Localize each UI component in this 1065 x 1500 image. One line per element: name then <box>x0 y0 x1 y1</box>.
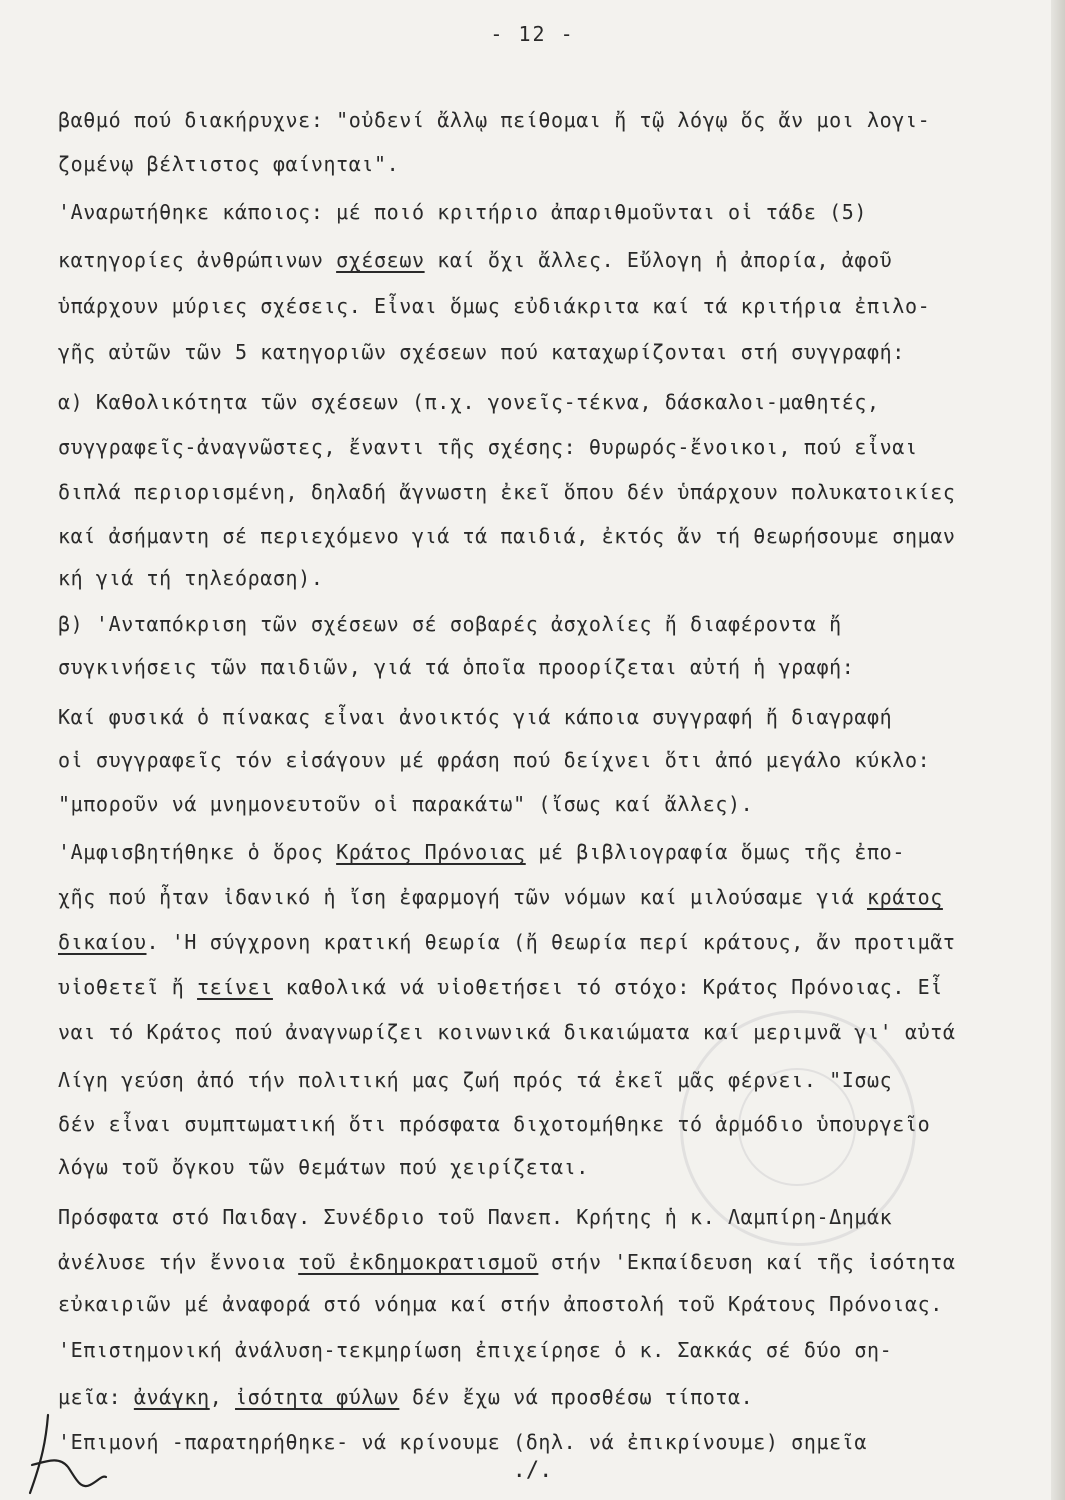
text-segment: εὐκαιριῶν μέ ἀναφορά στό νόημα καί στήν ἀποστολή τοῦ Κράτους Πρόνοιας. <box>58 1292 943 1316</box>
text-segment: . 'Η σύγχρονη κρατική θεωρία (ἤ θεωρία περί κράτους, ἄν προτιμᾶτ <box>146 930 956 954</box>
underlined-phrase: ἀνάγκη <box>133 1385 210 1409</box>
text-line <box>58 524 956 548</box>
text-line <box>58 108 930 132</box>
text-segment: καθολικά νά υἱοθετήσει τό στόχο: Κράτος Πρόνοιας. Εἶ <box>272 975 943 999</box>
text-segment: βαθμό πού διακήρυχνε: "οὐδενί ἄλλῳ πείθομαι ἤ τῷ λόγῳ ὅς ἄν μοι λογι- <box>58 108 931 132</box>
text-segment: 'Επιμονή -παρατηρήθηκε- νά κρίνουμε (δηλ. νά ἐπικρίνουμε) σημεῖα <box>58 1430 868 1454</box>
underlined-phrase: Κράτος Πρόνοιας <box>336 840 526 864</box>
underlined-phrase: σχέσεων <box>336 248 425 272</box>
text-segment: υἱοθετεῖ ἤ <box>58 975 198 999</box>
page-edge <box>1051 0 1065 1500</box>
text-line <box>58 1250 956 1274</box>
text-segment: 'Αναρωτήθηκε κάποιος: μέ ποιό κριτήριο ἀπαριθμοῦνται οἱ τάδε (5) <box>58 200 868 224</box>
text-segment: β) 'Ανταπόκριση τῶν σχέσεων σέ σοβαρές ἀσχολίες ἤ διαφέροντα ἤ <box>58 612 842 636</box>
text-segment: δέν εἶναι συμπτωματική ὅτι πρόσφατα διχοτομήθηκε τό ἁρμόδιο ὑπουργεῖο <box>58 1112 931 1136</box>
text-segment: διπλά περιορισμένη, δηλαδή ἄγνωστη ἐκεῖ ὅπου δέν ὑπάρχουν πολυκατοικίες <box>58 480 956 504</box>
text-segment: ζομένῳ βέλτιστος φαίνηται". <box>58 152 400 176</box>
official-stamp-seal <box>680 1010 916 1246</box>
text-line <box>58 1338 892 1362</box>
text-line <box>58 792 753 816</box>
text-line <box>58 885 943 909</box>
underlined-phrase: ἰσότητα φύλων <box>235 1385 400 1409</box>
text-line <box>58 655 854 679</box>
text-line <box>58 1430 867 1454</box>
text-line <box>58 930 956 954</box>
text-segment: συγγραφεῖς-ἀναγνῶστες, ἔναντι τῆς σχέσης: θυρωρός-ἔνοικοι, πού εἶναι <box>58 435 918 459</box>
text-line <box>58 435 918 459</box>
text-segment: , <box>209 1385 236 1409</box>
text-line <box>58 200 867 224</box>
text-segment: "μποροῦν νά μνημονευτοῦν οἱ παρακάτω" (ἴσως καί ἄλλες). <box>58 792 754 816</box>
text-segment: οἱ συγγραφεῖς τόν εἰσάγουν μέ φράση πού δείχνει ὅτι ἀπό μεγάλο κύκλο: <box>58 748 931 772</box>
text-line <box>58 152 399 176</box>
text-segment: α) Καθολικότητα τῶν σχέσεων (π.χ. γονεῖς-τέκνα, δάσκαλοι-μαθητές, <box>58 390 880 414</box>
text-segment: Πρόσφατα στό Παιδαγ. Συνέδριο τοῦ Πανεπ. Κρήτης ἡ κ. Λαμπίρη-Δημάκ <box>58 1205 893 1229</box>
text-line <box>58 480 956 504</box>
text-segment: συγκινήσεις τῶν παιδιῶν, γιά τά ὁποῖα προορίζεται αὐτή ἡ γραφή: <box>58 655 855 679</box>
text-segment: κατηγορίες ἀνθρώπινων <box>58 248 337 272</box>
text-segment: ὑπάρχουν μύριες σχέσεις. Εἶναι ὅμως εὐδιάκριτα καί τά κριτήρια ἐπιλο- <box>58 294 931 318</box>
text-segment: γῆς αὐτῶν τῶν 5 κατηγοριῶν σχέσεων πού καταχωρίζονται στή συγγραφή: <box>58 340 905 364</box>
underlined-phrase: τοῦ ἐκδημοκρατισμοῦ <box>298 1250 539 1274</box>
text-segment: ἀνέλυσε τήν ἔννοια <box>58 1250 299 1274</box>
text-segment: στήν 'Εκπαίδευση καί τῆς ἰσότητα <box>538 1250 956 1274</box>
text-segment: Λίγη γεύση ἀπό τήν πολιτική μας ζωή πρός τά ἐκεῖ μᾶς φέρνει. "Ισως <box>58 1068 893 1092</box>
text-line <box>58 1385 753 1409</box>
page-number: - 12 - <box>490 22 575 46</box>
underlined-phrase: τείνει <box>197 975 273 999</box>
text-segment: χῆς πού ἦταν ἰδανικό ἡ ἴση ἐφαρμογή τῶν νόμων καί μιλούσαμε γιά <box>58 885 868 909</box>
text-segment: καί ὄχι ἄλλες. Εὔλογη ἡ ἀπορία, ἀφοῦ <box>424 248 893 272</box>
text-segment: 'Αμφισβητήθηκε ὁ ὅρος <box>58 840 337 864</box>
text-segment: κή γιά τή τηλεόραση). <box>58 566 324 590</box>
text-line <box>58 340 905 364</box>
text-line <box>58 705 892 729</box>
text-line <box>58 612 842 636</box>
text-segment: μέ βιβλιογραφία ὅμως τῆς ἐπο- <box>525 840 905 864</box>
text-line <box>58 1292 943 1316</box>
text-segment: ναι τό Κράτος πού ἀναγνωρίζει κοινωνικά δικαιώματα καί μεριμνᾶ γι' αὐτά <box>58 1020 956 1044</box>
text-line <box>58 390 880 414</box>
text-line <box>58 566 323 590</box>
text-segment: καί ἀσήμαντη σέ περιεχόμενο γιά τά παιδιά, ἐκτός ἄν τή θεωρήσουμε σημαν <box>58 524 956 548</box>
handwritten-signature <box>20 1405 110 1500</box>
text-line <box>58 248 892 272</box>
text-segment: μεῖα: <box>58 1385 134 1409</box>
text-line <box>58 975 943 999</box>
underlined-phrase: δικαίου <box>58 930 147 954</box>
text-segment: δέν ἔχω νά προσθέσω τίποτα. <box>399 1385 754 1409</box>
text-line <box>58 1155 589 1179</box>
text-line <box>58 840 905 864</box>
text-line <box>58 748 930 772</box>
continuation-mark: ./. <box>512 1458 553 1483</box>
text-segment: Καί φυσικά ὁ πίνακας εἶναι ἀνοικτός γιά κάποια συγγραφή ἤ διαγραφή <box>58 705 893 729</box>
text-segment: λόγω τοῦ ὄγκου τῶν θεμάτων πού χειρίζεται. <box>58 1155 589 1179</box>
underlined-phrase: κράτος <box>867 885 943 909</box>
text-segment: 'Επιστημονική ἀνάλυση-τεκμηρίωση ἐπιχείρησε ὁ κ. Σακκάς σέ δύο ση- <box>58 1338 893 1362</box>
text-line <box>58 294 930 318</box>
